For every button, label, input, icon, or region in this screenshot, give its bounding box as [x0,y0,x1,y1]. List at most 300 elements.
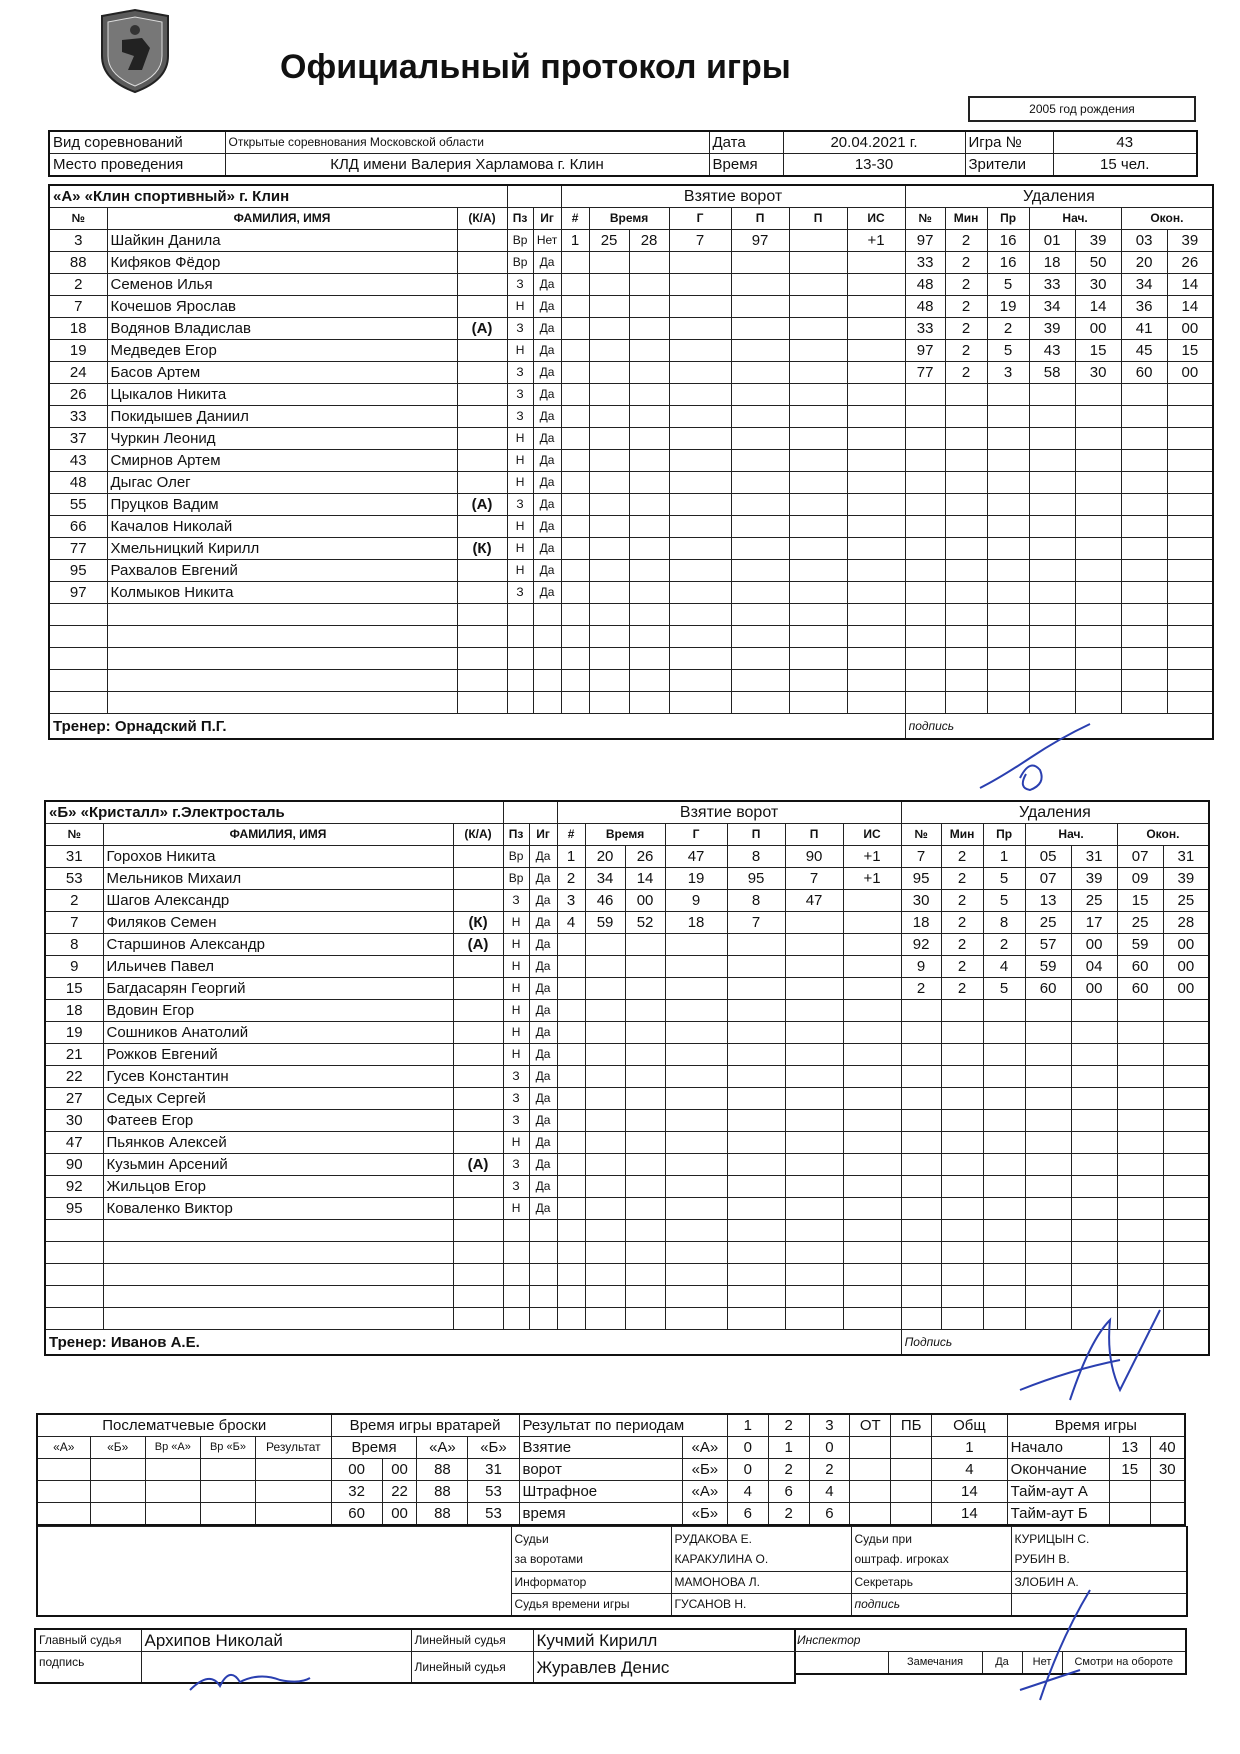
penalty-end-sec: 00 [1163,956,1209,978]
player-played: Да [533,406,561,428]
penalty-end-min: 25 [1117,912,1163,934]
penalty-end-sec: 15 [1167,340,1213,362]
goals-a-label: «А» [682,1437,727,1459]
pim-a-pb [891,1481,932,1503]
player-role [453,1066,503,1088]
player-played: Да [533,516,561,538]
table-row [45,890,1209,912]
player-name: Шайкин Данила [107,230,457,252]
penalty-minutes: 2 [941,868,983,890]
player-number: 31 [45,846,103,868]
main-ref-sign-label: подпись [35,1652,141,1684]
player-role [457,516,507,538]
gk-row-3-a: 88 [417,1503,468,1526]
goals-a-total: 1 [932,1437,1008,1459]
table-row [49,670,1213,692]
player-role [453,1110,503,1132]
penalty-reason: 5 [987,274,1029,296]
penalty-minutes: 2 [945,340,987,362]
penalty-start-min: 33 [1029,274,1075,296]
col-pen-no: № [901,824,941,846]
player-played: Да [529,1176,557,1198]
col-name: ФАМИЛИЯ, ИМЯ [103,824,453,846]
player-name: Хмельницкий Кирилл [107,538,457,560]
penalties-section-title: Удаления [901,801,1209,824]
game-time-title: Время игры [1007,1414,1185,1437]
goal-number: 1 [557,846,585,868]
penalty-end-min: 20 [1121,252,1167,274]
remarks-yes: Да [982,1652,1022,1675]
col-ka: (К/А) [457,208,507,230]
player-position: Н [503,934,529,956]
player-position: З [507,582,533,604]
player-number: 21 [45,1044,103,1066]
penalty-end-min: 09 [1117,868,1163,890]
page-title: Официальный протокол игры [280,48,791,86]
penalty-start-sec: 00 [1071,934,1117,956]
col-goal-scorer: Г [669,208,731,230]
goals-label-2: ворот [519,1459,682,1481]
player-position: Н [507,428,533,450]
competition: Открытые соревнования Московской области [225,131,709,154]
player-played: Да [529,1110,557,1132]
table-row [45,1242,1209,1264]
penalty-reason: 19 [987,296,1029,318]
penalty-start-min: 59 [1025,956,1071,978]
col-assist-2: П [785,824,843,846]
player-position: З [503,1154,529,1176]
player-played: Да [529,1088,557,1110]
player-name: Вдовин Егор [103,1000,453,1022]
player-name: Кузьмин Арсений [103,1154,453,1176]
player-played: Да [529,1066,557,1088]
player-number: 55 [49,494,107,516]
player-name: Колмыков Никита [107,582,457,604]
col-situation: ИС [843,824,901,846]
venue: КЛД имени Валерия Харламова г. Клин [225,154,709,177]
player-name: Качалов Николай [107,516,457,538]
player-played: Да [529,1022,557,1044]
penalty-end-sec: 00 [1167,362,1213,384]
player-position: Н [503,1022,529,1044]
gk-row-2-b: 53 [468,1481,519,1503]
penalty-start-sec: 00 [1075,318,1121,340]
col-ka: (К/А) [453,824,503,846]
player-name: Кифяков Фёдор [107,252,457,274]
player-position: Н [507,538,533,560]
penalty-player: 30 [901,890,941,912]
informer: МАМОНОВА Л. [671,1572,851,1594]
table-row [49,450,1213,472]
col-pen-end: Окон. [1121,208,1213,230]
col-pz: Пз [507,208,533,230]
penalty-start-min: 07 [1025,868,1071,890]
player-number: 19 [49,340,107,362]
goal-number: 2 [557,868,585,890]
player-played: Да [533,428,561,450]
main-ref: Архипов Николай [141,1629,411,1652]
goal-number: 4 [557,912,585,934]
spectators: 15 чел. [1053,154,1197,177]
player-number: 37 [49,428,107,450]
goal-assist-1: 97 [731,230,789,252]
penalty-end-min: 45 [1121,340,1167,362]
player-number: 30 [45,1110,103,1132]
player-role [453,1132,503,1154]
penalty-minutes: 2 [941,978,983,1000]
player-position: Вр [503,846,529,868]
penalty-start-sec: 31 [1071,846,1117,868]
player-name: Басов Артем [107,362,457,384]
penalty-minutes: 2 [941,956,983,978]
player-position: Н [507,516,533,538]
col-pen-end: Окон. [1117,824,1209,846]
player-played: Да [533,560,561,582]
end-hour: 15 [1109,1459,1150,1481]
table-row [49,428,1213,450]
goals-b-p2: 2 [768,1459,809,1481]
table-row [45,1110,1209,1132]
table-row [45,912,1209,934]
player-played: Да [533,582,561,604]
time-label: Время [709,154,783,177]
goal-judges-label-1: Судьи [514,1532,549,1546]
penalty-player: 9 [901,956,941,978]
end-label: Окончание [1007,1459,1109,1481]
penalty-end-sec: 39 [1163,868,1209,890]
pim-label-1: Штрафное [519,1481,682,1503]
player-played: Да [533,362,561,384]
penalty-reason: 2 [987,318,1029,340]
table-row [49,406,1213,428]
player-number: 27 [45,1088,103,1110]
player-position: Н [507,450,533,472]
goals-b-pb [891,1459,932,1481]
shootout-title: Послематчевые броски [37,1414,331,1437]
player-played: Да [533,274,561,296]
player-number: 97 [49,582,107,604]
table-row [45,1066,1209,1088]
goal-situation [843,890,901,912]
penalty-end-sec: 00 [1163,978,1209,1000]
period-total-header: Общ [932,1414,1008,1437]
table-row [49,582,1213,604]
player-played: Да [529,890,557,912]
penalty-start-sec: 17 [1071,912,1117,934]
player-number: 18 [45,1000,103,1022]
pim-b-p2: 2 [768,1503,809,1526]
player-position: З [503,1088,529,1110]
col-pen-min: Мин [941,824,983,846]
gk-row-3-sec: 00 [382,1503,417,1526]
table-row [45,1198,1209,1220]
penalty-player: 18 [901,912,941,934]
penalty-end-min: 07 [1117,846,1163,868]
player-name: Смирнов Артем [107,450,457,472]
player-number: 24 [49,362,107,384]
officials-sign-label: подпись [851,1594,1011,1617]
pim-b-total: 14 [932,1503,1008,1526]
penalty-end-min: 34 [1121,274,1167,296]
player-number: 95 [45,1198,103,1220]
penalty-reason: 2 [983,934,1025,956]
penalty-end-min: 60 [1117,978,1163,1000]
goals-section-title: Взятие ворот [557,801,901,824]
gk-row-3-b: 53 [468,1503,519,1526]
player-name: Чуркин Леонид [107,428,457,450]
player-role [453,868,503,890]
player-role [457,274,507,296]
table-row [49,626,1213,648]
player-played: Да [529,1044,557,1066]
player-role [453,1044,503,1066]
player-name: Медведев Егор [107,340,457,362]
col-goal-no: # [561,208,589,230]
penalty-player: 77 [905,362,945,384]
penalty-reason: 5 [983,868,1025,890]
player-number: 18 [49,318,107,340]
goal-minute: 59 [585,912,625,934]
penalty-reason: 3 [987,362,1029,384]
col-goal-time: Время [585,824,665,846]
period-3-header: 3 [809,1414,850,1437]
pim-a-ot [850,1481,891,1503]
penalty-end-min: 03 [1121,230,1167,252]
penalty-end-sec: 14 [1167,274,1213,296]
player-number: 7 [45,912,103,934]
col-pen-reason: Пр [987,208,1029,230]
player-number: 26 [49,384,107,406]
penalty-minutes: 2 [941,846,983,868]
table-row [45,956,1209,978]
player-name: Старшинов Александр [103,934,453,956]
goal-scorer: 7 [669,230,731,252]
penalty-player: 33 [905,252,945,274]
pim-b-label: «Б» [682,1503,727,1526]
remarks-label: Замечания [888,1652,982,1675]
period-2-header: 2 [768,1414,809,1437]
player-name: Седых Сергей [103,1088,453,1110]
player-number: 95 [49,560,107,582]
penalty-minutes: 2 [941,912,983,934]
col-ig: Иг [533,208,561,230]
pim-b-p1: 6 [727,1503,768,1526]
goal-minute: 46 [585,890,625,912]
player-name: Пруцков Вадим [107,494,457,516]
player-played: Нет [533,230,561,252]
penalty-end-sec: 00 [1163,934,1209,956]
coach: Тренер: Иванов А.Е. [45,1330,901,1356]
goal-number: 1 [561,230,589,252]
player-position: Н [507,340,533,362]
table-row [49,362,1213,384]
player-number: 3 [49,230,107,252]
player-name: Шагов Александр [103,890,453,912]
game-label: Игра № [965,131,1053,154]
penalty-player: 7 [901,846,941,868]
pim-label-2: время [519,1503,682,1526]
penalty-start-sec: 30 [1075,362,1121,384]
player-number: 9 [45,956,103,978]
player-number: 77 [49,538,107,560]
player-position: З [503,1066,529,1088]
penalty-minutes: 2 [945,252,987,274]
player-played: Да [529,912,557,934]
player-role [457,230,507,252]
penalty-reason: 16 [987,230,1029,252]
penalty-player: 95 [901,868,941,890]
informer-label: Информатор [511,1572,671,1594]
goal-scorer: 19 [665,868,727,890]
period-1-header: 1 [727,1414,768,1437]
player-role [453,1000,503,1022]
goal-assist-2 [785,912,843,934]
spectators-label: Зрители [965,154,1053,177]
team-b-section [44,800,1210,1356]
player-position: Н [503,1000,529,1022]
player-position: З [503,1176,529,1198]
player-position: Н [503,978,529,1000]
gk-row-1-a: 88 [417,1459,468,1481]
goal-assist-1: 95 [727,868,785,890]
player-role [457,362,507,384]
player-role [457,428,507,450]
inspector-label: Инспектор [794,1629,1186,1652]
penalty-start-sec: 39 [1075,230,1121,252]
table-row [49,340,1213,362]
penalty-end-min: 60 [1121,362,1167,384]
col-pen-reason: Пр [983,824,1025,846]
penalty-reason: 5 [987,340,1029,362]
player-played: Да [529,846,557,868]
period-pb-header: ПБ [891,1414,932,1437]
timeout-a-label: Тайм-аут А [1007,1481,1109,1503]
team-title: «Б» «Кристалл» г.Электросталь [45,801,503,824]
player-number: 53 [45,868,103,890]
start-hour: 13 [1109,1437,1150,1459]
gk-b-header: «Б» [468,1437,519,1459]
player-number: 88 [49,252,107,274]
goal-judges-label-2: за воротами [514,1552,583,1566]
penalty-player: 92 [901,934,941,956]
player-position: З [507,494,533,516]
player-role [453,956,503,978]
goal-situation: +1 [843,868,901,890]
goal-minute: 20 [585,846,625,868]
table-row [49,604,1213,626]
pim-a-total: 14 [932,1481,1008,1503]
player-role [453,978,503,1000]
table-row [45,1176,1209,1198]
shootout-result-header: Результат [256,1437,332,1459]
col-pz: Пз [503,824,529,846]
col-pen-start: Нач. [1029,208,1121,230]
pim-a-label: «А» [682,1481,727,1503]
gk-time-header: Время [331,1437,417,1459]
player-played: Да [529,1198,557,1220]
player-number: 22 [45,1066,103,1088]
player-played: Да [533,538,561,560]
penalty-player: 97 [905,340,945,362]
penalty-end-sec: 14 [1167,296,1213,318]
goals-b-label: «Б» [682,1459,727,1481]
col-goal-no: # [557,824,585,846]
penalty-reason: 16 [987,252,1029,274]
penalty-start-min: 39 [1029,318,1075,340]
player-played: Да [533,494,561,516]
player-name: Водянов Владислав [107,318,457,340]
gk-row-2-sec: 22 [382,1481,417,1503]
player-role: (А) [457,318,507,340]
goal-assist-1: 8 [727,846,785,868]
goals-b-p1: 0 [727,1459,768,1481]
penalty-start-min: 13 [1025,890,1071,912]
penalty-end-sec: 31 [1163,846,1209,868]
pim-a-p2: 6 [768,1481,809,1503]
player-role [457,340,507,362]
penalty-start-min: 60 [1025,978,1071,1000]
table-row [45,1308,1209,1330]
penalty-end-min: 36 [1121,296,1167,318]
player-role [453,1022,503,1044]
game-no: 43 [1053,131,1197,154]
table-row [49,274,1213,296]
goal-assist-2 [789,230,847,252]
player-played: Да [529,978,557,1000]
penalty-start-min: 01 [1029,230,1075,252]
competition-label: Вид соревнований [49,131,225,154]
goal-second: 14 [625,868,665,890]
goals-a-p3: 0 [809,1437,850,1459]
table-row [45,1154,1209,1176]
player-role: (К) [457,538,507,560]
gk-row-1-sec: 00 [382,1459,417,1481]
table-row [49,692,1213,714]
penalty-minutes: 2 [945,318,987,340]
col-name: ФАМИЛИЯ, ИМЯ [107,208,457,230]
table-row [49,560,1213,582]
goal-assist-2: 7 [785,868,843,890]
goal-minute: 25 [589,230,629,252]
player-role [457,582,507,604]
player-role: (К) [453,912,503,934]
player-number: 2 [45,890,103,912]
player-role [457,406,507,428]
goal-second: 00 [625,890,665,912]
player-name: Жильцов Егор [103,1176,453,1198]
penalty-reason: 5 [983,978,1025,1000]
table-row [45,1286,1209,1308]
penalty-start-min: 34 [1029,296,1075,318]
table-row [45,846,1209,868]
col-assist-1: П [731,208,789,230]
player-position: З [507,384,533,406]
player-name: Мельников Михаил [103,868,453,890]
table-row [45,934,1209,956]
penalty-reason: 4 [983,956,1025,978]
pim-a-p1: 4 [727,1481,768,1503]
player-position: Н [503,912,529,934]
player-played: Да [533,472,561,494]
secretary-label: Секретарь [851,1572,1011,1594]
gk-a-header: «А» [417,1437,468,1459]
player-position: З [503,1110,529,1132]
pim-b-ot [850,1503,891,1526]
goal-minute: 34 [585,868,625,890]
player-role [457,472,507,494]
player-position: Н [503,1044,529,1066]
player-name: Семенов Илья [107,274,457,296]
